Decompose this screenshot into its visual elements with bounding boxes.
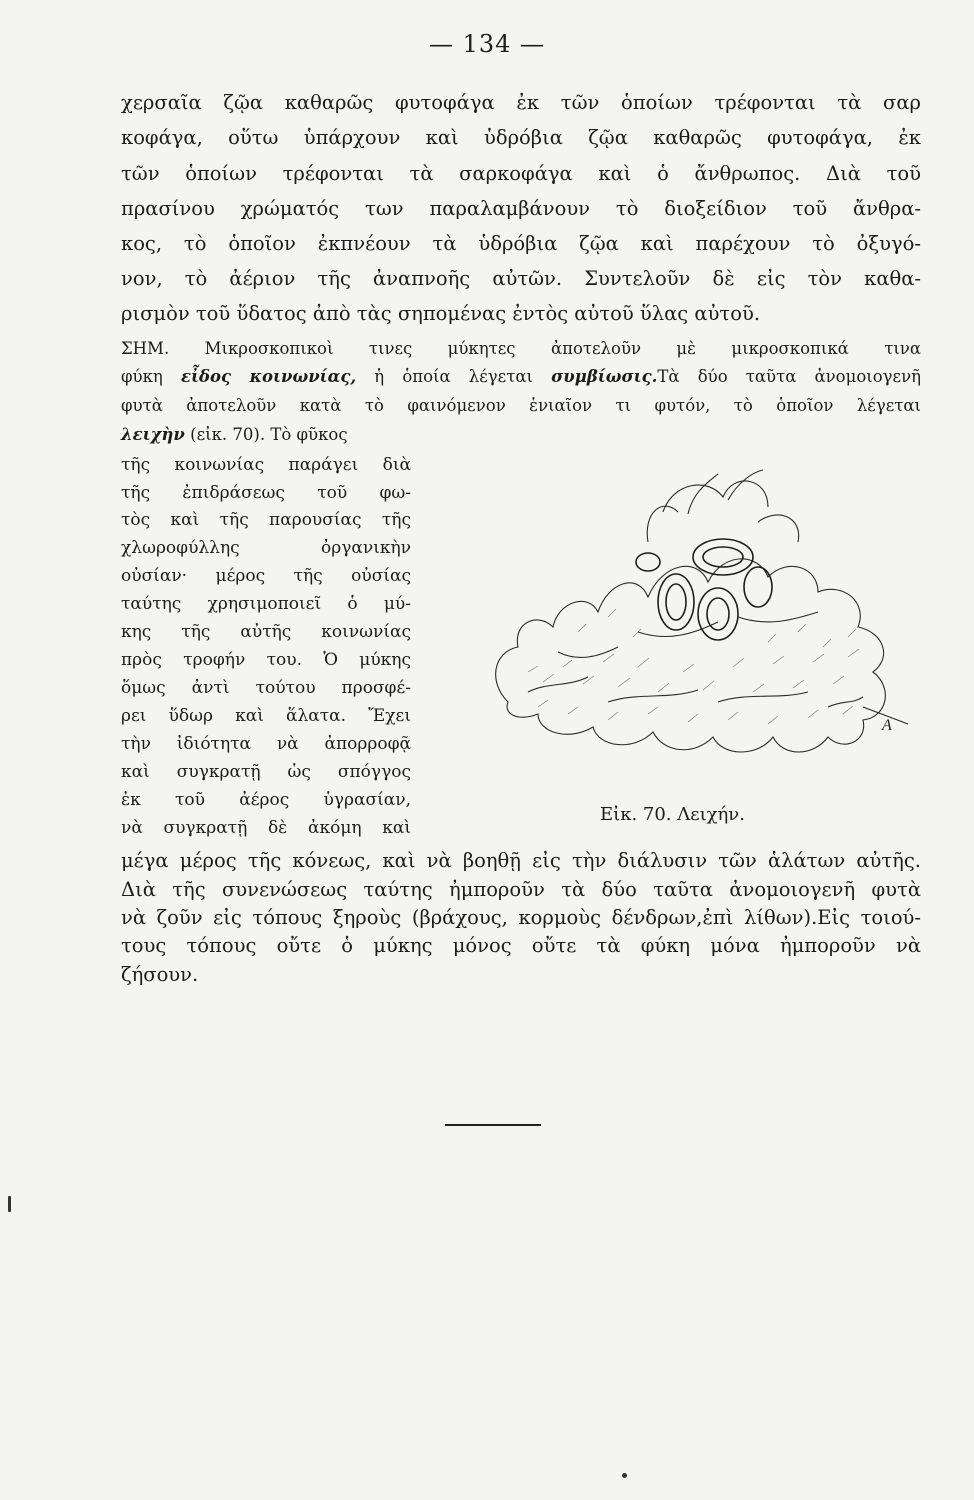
body-line: κοφάγα, οὕτω ὑπάρχουν καὶ ὑδρόβια ζῷα καθαρῶς φυτοφάγα, ἐκ	[121, 126, 921, 149]
closing-line: τους τόπους οὔτε ὁ μύκης μόνος οὔτε τὰ φύκη μόνα ἠμποροῦν νὰ	[121, 934, 921, 957]
note-text: ἡ ὁποία λέγεται	[356, 367, 552, 386]
section-rule	[445, 1124, 541, 1126]
body-line: ρισμὸν τοῦ ὕδατος ἀπὸ τὰς σηπομένας ἐντὸς αὐτοῦ ὕλας αὐτοῦ.	[121, 302, 761, 325]
wrap-line: κης τῆς αὐτῆς κοινωνίας	[121, 622, 411, 642]
note-line	[121, 369, 921, 386]
lichen-illustration	[468, 452, 918, 780]
wrap-line: ταύτης χρησιμοποιεῖ ὁ μύ-	[121, 594, 411, 614]
figure-label: A	[882, 717, 892, 734]
wrap-line: νὰ συγκρατῇ δὲ ἀκόμη καὶ	[121, 818, 411, 838]
body-line: κος, τὸ ὁποῖον ἐκπνέουν τὰ ὑδρόβια ζῷα καὶ παρέχουν τὸ ὀξυγό-	[121, 232, 921, 255]
note-line: ΣΗΜ. Μικροσκοπικοὶ τινες μύκητες ἀποτελοῦν μὲ μικροσκοπικά τινα	[121, 339, 921, 358]
page-speck	[622, 1473, 627, 1478]
wrap-line: χλωροφύλλης ὀργανικὴν	[121, 538, 411, 558]
figure-caption: Εἰκ. 70. Λειχήν.	[600, 804, 745, 825]
wrap-line: τὴν ἰδιότητα νὰ ἀπορροφᾷ	[121, 734, 411, 754]
wrap-line: τῆς ἐπιδράσεως τοῦ φω-	[121, 483, 411, 503]
term-symbiosis: συμβίωσις.	[551, 367, 658, 386]
closing-line: ζήσουν.	[121, 963, 199, 986]
term-leichen: λειχὴν	[121, 425, 185, 444]
body-line: νον, τὸ ἀέριον τῆς ἀναπνοῆς αὐτῶν. Συντελοῦν δὲ εἰς τὸν καθα-	[121, 267, 921, 290]
body-line: τῶν ὁποίων τρέφονται τὰ σαρκοφάγα καὶ ὁ ἄνθρωπος. Διὰ τοῦ	[121, 162, 921, 185]
wrap-line: καὶ συγκρατῇ ὡς σπόγγος	[121, 762, 411, 782]
margin-mark	[8, 1196, 11, 1212]
wrap-line: ρει ὕδωρ καὶ ἅλατα. Ἔχει	[121, 706, 411, 726]
closing-line: μέγα μέρος τῆς κόνεως, καὶ νὰ βοηθῇ εἰς τὴν διάλυσιν τῶν ἁλάτων αὐτῆς.	[121, 849, 921, 872]
wrap-line: ἐκ τοῦ ἀέρος ὑγρασίαν,	[121, 790, 411, 810]
wrap-line: τὸς καὶ τῆς παρουσίας τῆς	[121, 510, 411, 530]
note-text: (εἰκ. 70). Τὸ φῦκος	[184, 425, 348, 444]
wrap-line: ὅμως ἀντὶ τούτου προσφέ-	[121, 678, 411, 698]
body-line: πρασίνου χρώματός των παραλαμβάνουν τὸ διοξείδιον τοῦ ἄνθρα-	[121, 197, 921, 220]
closing-line: νὰ ζοῦν εἰς τόπους ξηροὺς (βράχους, κορμοὺς δένδρων,ἐπὶ λίθων).Εἰς τοιού-	[121, 906, 921, 929]
wrap-line: πρὸς τροφήν του. Ὁ μύκης	[121, 650, 411, 670]
body-line: χερσαῖα ζῷα καθαρῶς φυτοφάγα ἐκ τῶν ὁποίων τρέφονται τὰ σαρ	[121, 91, 921, 114]
wrap-line: οὐσίαν· μέρος τῆς οὐσίας	[121, 566, 411, 586]
wrap-line: τῆς κοινωνίας παράγει διὰ	[121, 455, 411, 475]
term-koinonia: εἶδος κοινωνίας,	[180, 367, 357, 386]
note-line	[121, 427, 421, 444]
page-number: — 134 —	[428, 30, 546, 58]
closing-line: Διὰ τῆς συνενώσεως ταύτης ἠμποροῦν τὰ δύο ταῦτα ἀνομοιογενῆ φυτὰ	[121, 878, 921, 901]
note-text: Τὰ δύο ταῦτα ἀνομοιογενῆ	[657, 367, 922, 386]
note-line: φυτὰ ἀποτελοῦν κατὰ τὸ φαινόμενον ἑνιαῖον τι φυτόν, τὸ ὁποῖον λέγεται	[121, 396, 921, 415]
note-text: φύκη	[121, 367, 181, 386]
lichen-drawing	[468, 452, 918, 780]
